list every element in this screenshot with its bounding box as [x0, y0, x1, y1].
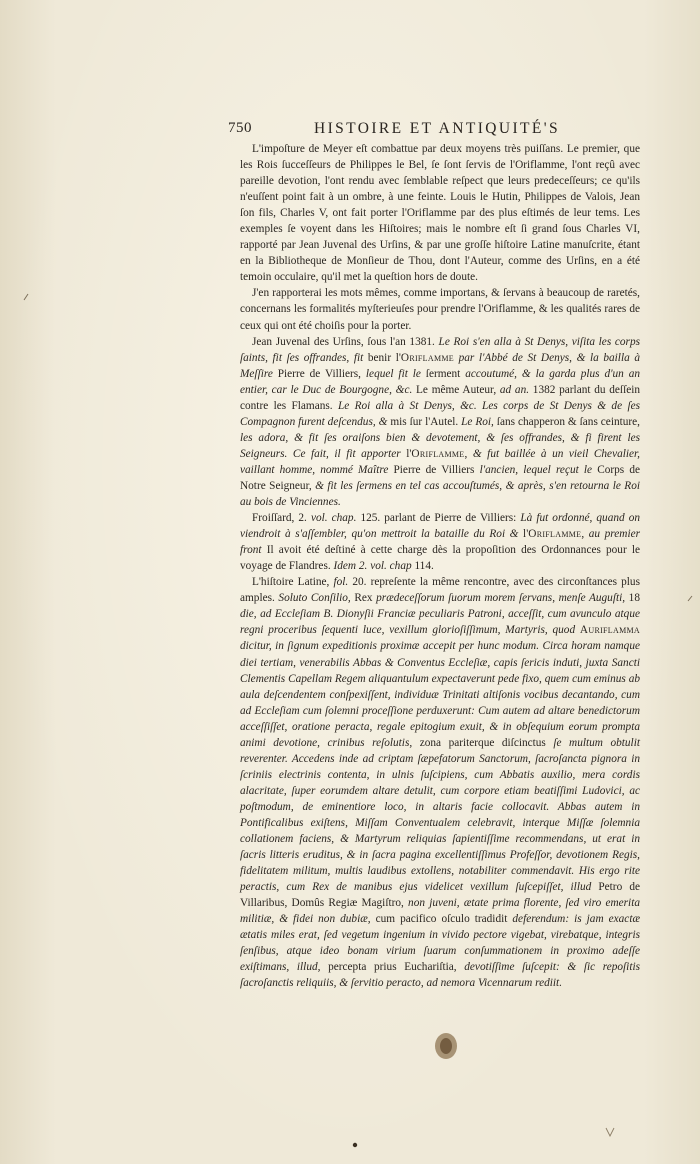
paragraph — [240, 574, 640, 991]
italic-text: les adora, & fit ſes oraiſons bien & devotement, & ſes offrandes, & fi firent les Seigneurs. Ce fait, il fit apporter — [240, 431, 640, 460]
italic-text: die, ad Eccleſiam B. Dionyſii Franciæ peculiaris Patroni, acceſſit, cum avunculo atque regni proceribus ſequenti luce, vexillum glorioſiſſimum, Martyris, quod — [240, 608, 640, 637]
italic-text: Le Roi alla à St Denys, &c. Les corps de St Denys & de ſes Compagnon furent deſcendus, & — [240, 399, 640, 428]
roman-text: 1382 parlant du deſſein contre les Flamans. — [240, 383, 641, 412]
roman-text: ſerment — [420, 367, 466, 380]
margin-mark — [24, 294, 28, 300]
page-header — [228, 120, 638, 140]
italic-text: prædeceſſorum ſuorum morem ſervans, menſe Auguſti, — [376, 592, 626, 605]
italic-text: par l'Abbé de St Denys, & la bailla à Meſſire — [240, 351, 640, 380]
italic-text: fol. — [333, 576, 349, 589]
small-caps-text: Oriflamme — [400, 351, 454, 364]
small-caps-text: Auriflamma — [579, 624, 640, 637]
roman-text: , — [581, 528, 589, 541]
roman-text: l' — [400, 447, 412, 460]
italic-text: lequel fit le — [365, 367, 421, 380]
ink-blot — [435, 1033, 457, 1059]
paragraph — [240, 141, 640, 285]
italic-text: au premier front — [240, 528, 641, 557]
roman-text: 18 — [625, 592, 640, 605]
roman-text: Le même Auteur, — [412, 383, 500, 396]
paragraph — [240, 334, 640, 511]
margin-mark — [688, 596, 692, 601]
paragraph — [240, 510, 640, 574]
italic-text: deferendum: is jam exactæ ætatis miles erat, ſed vegetum ingenium in vivido pectore vigebat, virebatque, integris ſenſibus, atque ideo bonam virium ſuarum conſummationem in proximo adeſſe exiſtimans, illud, — [240, 913, 640, 974]
small-caps-text: Oriflamme — [411, 447, 465, 460]
roman-text: , — [464, 447, 473, 460]
roman-text: mis ſur l'Autel. — [387, 415, 462, 428]
roman-text: L'hiſtoire Latine, — [252, 576, 334, 589]
roman-text: Jean Juvenal des Urſins, ſous l'an 1381. — [252, 335, 439, 348]
italic-text: Idem 2. vol. chap — [333, 560, 412, 573]
roman-text: 125. parlant de Pierre de Villiers: — [356, 512, 521, 525]
italic-text: devotiſſime ſuſcepit: & ſic repoſitis ſacroſanctis reliquiis, & ſervitio peracto, ad nemora Vicennarum rediit. — [240, 961, 640, 990]
italic-text: Le Roi s'en alla à St Denys, viſita les corps ſaints, fit ſes offrandes, fit — [240, 335, 640, 364]
roman-text: Corps de Notre Seigneur, — [240, 463, 640, 492]
italic-text: accoutumé, & la garda plus d'un an entier, car le Duc de Bourgogne, &c. — [240, 367, 641, 396]
roman-text: L'impoſture de Meyer eſt combattue par deux moyens très puiſſans. Le premier, que les Rois ſucceſſeurs de Philippes le Bel, ſe ſont ſervis de l'Oriflamme, l'ont reçû avec pareille devotion, l'ont rendu avec ſemblable reſpect que leurs predeceſſeurs; ce qu'ils n'euſſent point fait à un ombre, à une feinte. Louis le Hutin, Philippes de Valois, Jean ſon fils, Charles V, ont fait porter l'Oriflamme par des plus eſtimés de leur tems. Les exemples ſe voyent dans les Hiſtoires; mais le nombre eſt ſi grand ſous Charles VI, rapporté par Jean Juvenal des Urſins, & par une groſſe hiſtoire Latine manuſcrite, étant en la Bibliotheque de Monſieur de Thou, dont l'Auteur, comme des Urſins, en a été temoin occulaire, qu'il met la queſtion hors de doute. — [240, 143, 640, 284]
italic-text: non juveni, ætate prima florente, ſed viro emerita militiæ, & fidei non dubiæ, — [240, 897, 640, 926]
roman-text: Rex — [350, 592, 377, 605]
roman-text: J'en rapporterai les mots mêmes, comme importans, & ſervans à beaucoup de raretés, concernans les formalités myſterieuſes pour prendre l'Oriflamme, & les qualités rares de ceux qui ont été choiſis pour la porter. — [240, 287, 640, 332]
margin-mark — [606, 1128, 614, 1136]
paragraph — [240, 285, 640, 333]
ink-blot-core — [440, 1038, 452, 1054]
roman-text: l' — [518, 528, 529, 541]
roman-text: cum pacifico oſculo tradidit — [370, 913, 513, 926]
italic-text: dicitur, in ſignum expeditionis proximæ accepit per hunc modum. Circa horam namque diei tertiam, venerabilis Abbas & Conventus Eccleſiæ, capis ſericis induti, juxta Sancti Clementis Capellam Regem aliquantulum expectaverunt pede fixo, quem cum eminus ab aula deſcendentem conſpexiſſent, individuæ Trinitati altiſonis vocibus decantando, cum ad Eccleſiam cum ſolemni proceſſione perduxerunt: Cum autem ad altare benedictorum acceſſiſſet, oratione peracta, regale epitogium exuit, & in obſequium eorum prompta animi devotione, crinibus reſolutis, — [240, 640, 640, 749]
roman-text: Petro de Villaribus, Domûs Regiæ Magiſtro, — [240, 881, 640, 910]
italic-text: ſe multum obtulit reverenter. Accedens inde ad criptam ſæpefatorum Sanctorum, ſacroſancta pignora in ſcriniis electrinis contenta, in ulnis ſuſcipiens, cum Abbatis auxilio, mera cordis alacritate, ſuper eorumdem altare detulit, cum corpore etiam beatiſſimi Ludovici, ac poſtmodum, de eminentiore loco, in altaris facie collocavit. Abbas autem in Pontificalibus exiſtens, Miſſam Conventualem celebravit, interque Miſſæ ſolemnia collationem faciens, & Martyrum reliquias ſapientiſſime recommendans, ut erat in ſacris litteris eruditus, & in ſacra pagina excellentiſſimus Profeſſor, devotionem Regis, fidelitatem militum, multis laudibus extollens, notabiliter commendavit. His ergo rite peractis, cum Rex de manibus ejus videlicet vexillum ſuſcepiſſet, illud — [240, 736, 640, 894]
italic-text: vol. chap. — [310, 512, 357, 525]
roman-text: Froiſſard, 2. — [252, 512, 311, 525]
roman-text: 20. repreſente la même rencontre, avec des circonſtances plus amples. — [240, 576, 640, 605]
roman-text: ſans chapperon & ſans ceinture, — [493, 415, 640, 428]
body-text — [240, 141, 640, 991]
italic-text: Là fut ordonné, quand on viendroit à s'aſſembler, qu'on mettroit la bataille du Roi & — [240, 512, 641, 541]
italic-text: ad an. — [499, 383, 530, 396]
italic-text: Soluto Conſilio, — [278, 592, 351, 605]
italic-text: & fit les ſermens en tel cas accouſtumés, & après, s'en retourna le Roi au bois de Vinciennes. — [240, 479, 640, 509]
italic-text: & fut baillée à un vieil Chevalier, vaillant homme, nommé Maître — [240, 447, 640, 476]
roman-text: 114. — [411, 560, 434, 573]
roman-text: Pierre de Villiers, — [272, 367, 366, 380]
ink-dot — [353, 1143, 357, 1147]
italic-text: Le Roi, — [461, 415, 494, 428]
page-number: 750 — [228, 120, 252, 136]
roman-text: zona pariterque diſcinctus — [412, 736, 554, 749]
roman-text: benir l' — [363, 351, 401, 364]
roman-text: percepta prius Euchariſtia, — [320, 961, 465, 974]
roman-text: Il avoit été deſtiné à cette charge dès la propoſition des Ordonnances pour le voyage de Flandres. — [240, 544, 640, 573]
italic-text: l'ancien, lequel reçut le — [479, 463, 593, 476]
roman-text: Pierre de Villiers — [388, 463, 480, 476]
small-caps-text: Oriflamme — [528, 528, 582, 541]
running-head: HISTOIRE ET ANTIQUITÉ'S — [314, 120, 560, 137]
